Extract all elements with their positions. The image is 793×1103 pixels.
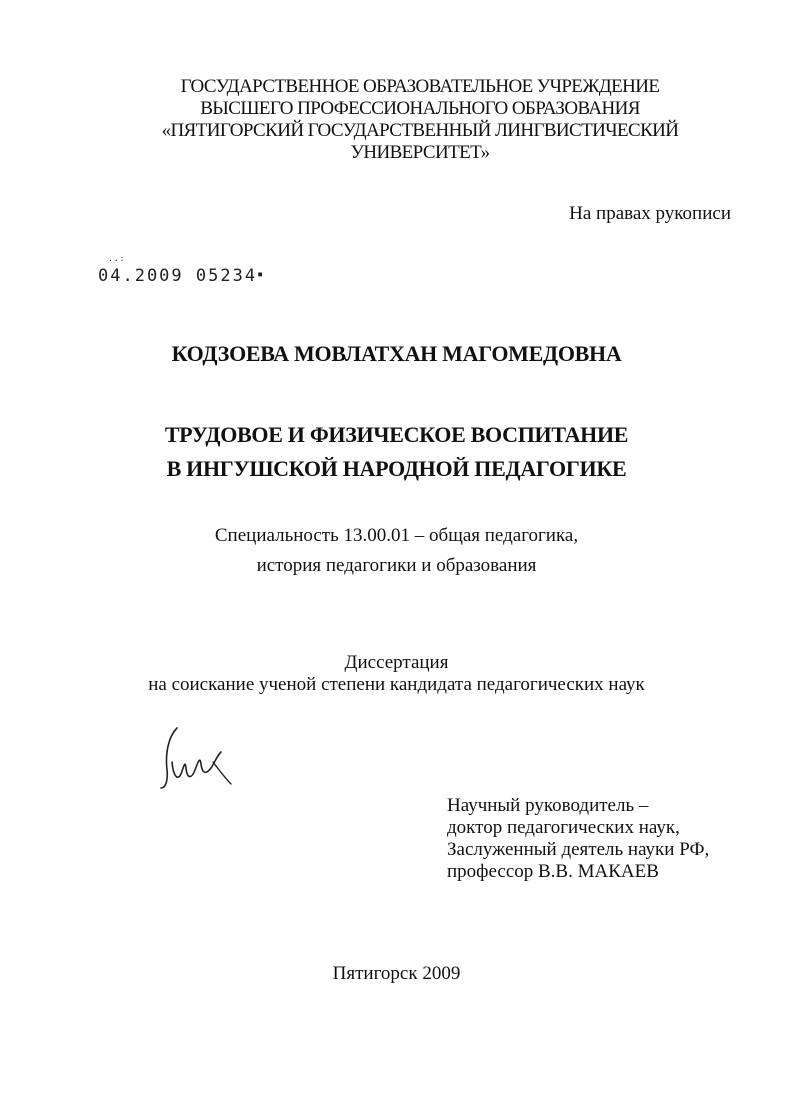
stamp-marks: ..: xyxy=(108,254,126,263)
supervisor-line: Научный руководитель – xyxy=(447,795,649,816)
handwritten-signature-icon xyxy=(155,722,235,792)
dissertation-line: на соискание ученой степени кандидата педагогических наук xyxy=(148,674,645,695)
supervisor-block xyxy=(447,795,709,883)
institution-line: ГОСУДАРСТВЕННОЕ ОБРАЗОВАТЕЛЬНОЕ УЧРЕЖДЕНИЕ xyxy=(180,76,660,97)
institution-header xyxy=(100,76,740,164)
stamp-number: 04.2009 05234 xyxy=(98,266,258,286)
place-year: Пятигорск 2009 xyxy=(332,963,461,984)
institution-line: УНИВЕРСИТЕТ» xyxy=(350,142,490,163)
title-line: В ИНГУШСКОЙ НАРОДНОЙ ПЕДАГОГИКЕ xyxy=(166,456,627,481)
title-line: ТРУДОВОЕ И ФИЗИЧЕСКОЕ ВОСПИТАНИЕ xyxy=(164,422,629,447)
supervisor-line: Заслуженный деятель науки РФ, xyxy=(447,839,710,860)
archive-stamp xyxy=(98,254,266,286)
dissertation-type xyxy=(0,652,793,696)
author-name: КОДЗОЕВА МОВЛАТХАН МАГОМЕДОВНА xyxy=(171,341,622,366)
dissertation-title xyxy=(0,418,793,486)
specialty-line: Специальность 13.00.01 – общая педагогика, xyxy=(214,525,579,546)
stamp-tick-icon: ▪ xyxy=(257,269,266,280)
institution-line: «ПЯТИГОРСКИЙ ГОСУДАРСТВЕННЫЙ ЛИНГВИСТИЧЕСКИЙ xyxy=(161,120,679,141)
specialty xyxy=(0,521,793,581)
rights-note: На правах рукописи xyxy=(569,203,731,224)
supervisor-line: доктор педагогических наук, xyxy=(447,817,680,838)
supervisor-line: профессор В.В. МАКАЕВ xyxy=(447,861,659,882)
institution-line: ВЫСШЕГО ПРОФЕССИОНАЛЬНОГО ОБРАЗОВАНИЯ xyxy=(200,98,640,119)
specialty-line: история педагогики и образования xyxy=(256,555,537,576)
dissertation-line: Диссертация xyxy=(344,652,449,673)
